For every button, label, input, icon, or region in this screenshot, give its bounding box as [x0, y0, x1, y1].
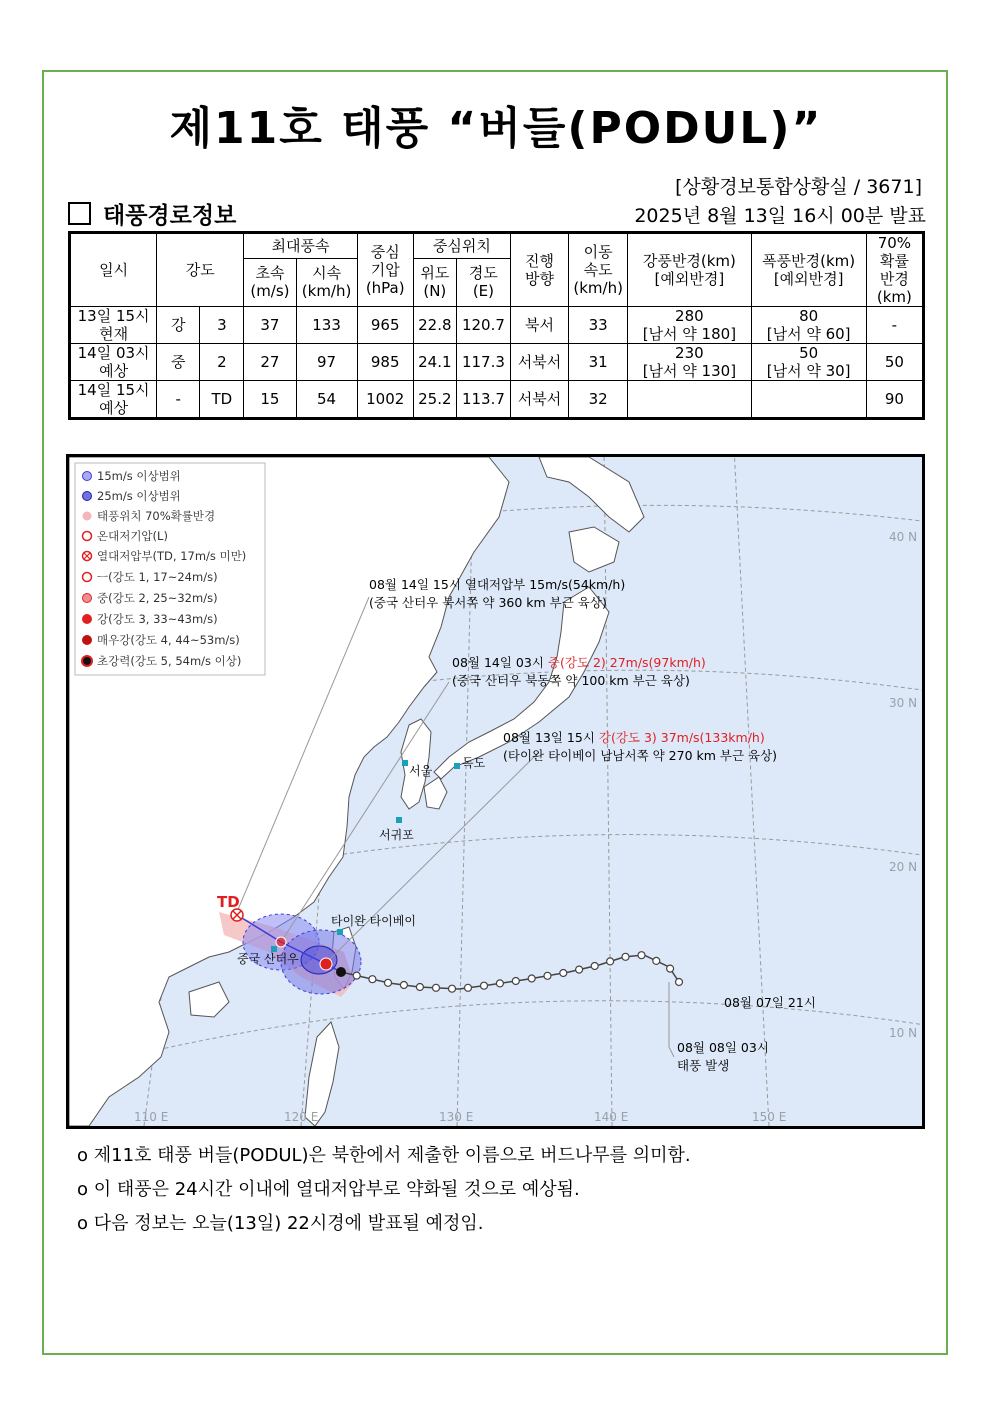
cell-hpa: 965: [357, 307, 413, 344]
cell-lat: 22.8: [413, 307, 456, 344]
table-row: [70, 381, 924, 419]
cell-dir: 서북서: [510, 344, 568, 381]
track-point-icon: [622, 953, 629, 960]
cell-kmh: 97: [296, 344, 357, 381]
cell-lat: 24.1: [413, 344, 456, 381]
lat-label: 10 N: [889, 1026, 918, 1040]
range25-icon: [83, 492, 92, 501]
lon-label: 130 E: [439, 1110, 474, 1124]
track-point-icon: [512, 978, 519, 985]
cell-lon: 117.3: [456, 344, 510, 381]
note-item: o 제11호 태풍 버들(PODUL)은 북한에서 제출한 이름으로 버드나무를 의미함.: [77, 1145, 691, 1166]
note-item: o 이 태풍은 24시간 이내에 열대저압부로 약화될 것으로 예상됨.: [77, 1179, 580, 1200]
track-point-icon: [496, 980, 503, 987]
typhoon-track-map: [66, 454, 925, 1129]
cell-kmh: 133: [296, 307, 357, 344]
typhoon-verystrong-icon: [82, 635, 92, 645]
prob-radius-icon: [83, 512, 92, 521]
header-speed: 이동 속도 (km/h): [569, 233, 628, 307]
annotation-14d15h-line2: (중국 산터우 북서쪽 약 360 km 부근 육상): [369, 595, 607, 610]
header-pressure: 중심 기압 (hPa): [357, 233, 413, 307]
legend-item: 25m/s 이상범위: [97, 489, 181, 503]
header-center: 중심위치: [413, 233, 510, 259]
checkbox-icon: [68, 202, 91, 225]
header-wind-kmh: 시속 (km/h): [296, 258, 357, 306]
track-point-icon: [353, 972, 360, 979]
cell-level: TD: [200, 381, 244, 419]
note-item: o 다음 정보는 오늘(13일) 22시경에 발표될 예정임.: [77, 1213, 484, 1234]
cell-storm: 230 [남서 약 130]: [628, 344, 751, 381]
cell-hpa: 985: [357, 344, 413, 381]
legend-item: 15m/s 이상범위: [97, 469, 181, 483]
header-lon: 경도 (E): [456, 258, 510, 306]
track-point-icon: [528, 975, 535, 982]
annotation-14d03h-line2: (중국 산터우 북동쪽 약 100 km 부근 육상): [452, 673, 690, 688]
typhoon-medium-icon: [276, 937, 286, 947]
legend-item: 매우강(강도 4, 44~53m/s): [97, 633, 240, 647]
cell-dir: 북서: [510, 307, 568, 344]
genesis-label-line2: 태풍 발생: [677, 1058, 730, 1073]
track-point-icon: [465, 984, 472, 991]
office-label: [상황경보통합상황실 / 3671]: [675, 176, 922, 198]
track-point-icon: [416, 984, 423, 991]
cell-prob: 90: [866, 381, 923, 419]
cell-time: 14일 15시 예상: [70, 381, 157, 419]
lat-label: 30 N: [889, 696, 918, 710]
lon-label: 140 E: [594, 1110, 629, 1124]
header-intensity: 강도: [157, 233, 244, 307]
track-point-icon: [638, 952, 645, 959]
lon-label: 150 E: [752, 1110, 787, 1124]
cell-prob: 50: [866, 344, 923, 381]
cell-ms: 37: [244, 307, 296, 344]
lon-label: 110 E: [134, 1110, 169, 1124]
annotation-14d15h-line1: 08월 14일 15시 열대저압부 15m/s(54km/h): [369, 577, 626, 592]
legend-item: 중(강도 2, 25~32m/s): [97, 591, 218, 605]
issue-time: 2025년 8월 13일 16시 00분 발표: [634, 205, 926, 227]
track-point-icon: [544, 972, 551, 979]
annotation-13d15h-line2: (타이완 타이베이 남남서쪽 약 270 km 부근 육상): [503, 748, 778, 763]
cell-speed: 33: [569, 307, 628, 344]
section-heading: [68, 197, 236, 230]
header-direction: 진행 방향: [510, 233, 568, 307]
cell-storm: [628, 381, 751, 419]
annotation-14d03h-line1: 08월 14일 03시 중(강도 2) 27m/s(97km/h): [452, 655, 706, 670]
legend-item: ㅡ(강도 1, 17~24m/s): [97, 570, 218, 584]
table-row: [70, 344, 924, 381]
legend-item: 초강력(강도 5, 54m/s 이상): [97, 654, 242, 668]
track-point-icon: [560, 970, 567, 977]
annotation-13d15h-line1: 08월 13일 15시 강(강도 3) 37m/s(133km/h): [503, 730, 765, 745]
header-row-1: [70, 233, 924, 259]
city-shantou: 중국 산터우: [237, 952, 299, 966]
typhoon-medium-legend-icon: [83, 594, 92, 603]
track-point-icon: [369, 976, 376, 983]
map-legend: [75, 463, 265, 675]
track-point-icon: [607, 958, 614, 965]
cell-ms: 27: [244, 344, 296, 381]
cell-dir: 서북서: [510, 381, 568, 419]
cell-speed: 32: [569, 381, 628, 419]
cell-time: 13일 15시 현재: [70, 307, 157, 344]
cell-kmh: 54: [296, 381, 357, 419]
track-point-icon: [385, 979, 392, 986]
page-title: 제11호 태풍 “버들(PODUL)”: [169, 103, 823, 154]
track-point-icon: [433, 984, 440, 991]
cell-ms: 15: [244, 381, 296, 419]
track-point-icon: [667, 965, 674, 972]
typhoon-info-table: [68, 231, 925, 420]
cell-gale: [751, 381, 866, 419]
header-storm-radius: 강풍반경(km) [예외반경]: [628, 233, 751, 307]
city-dokdo: 독도: [462, 756, 486, 770]
header-wind-ms: 초속 (m/s): [244, 258, 296, 306]
track-point-icon: [576, 966, 583, 973]
track-start-label: 08월 07일 21시: [724, 995, 816, 1010]
typhoon-super-icon: [82, 656, 92, 666]
track-point-icon: [676, 979, 683, 986]
header-lat: 위도 (N): [413, 258, 456, 306]
lon-label: 120 E: [284, 1110, 319, 1124]
track-point-icon: [481, 982, 488, 989]
cell-hpa: 1002: [357, 381, 413, 419]
city-seoul: 서울: [409, 764, 433, 778]
cell-gale: 50 [남서 약 30]: [751, 344, 866, 381]
lat-label: 40 N: [889, 530, 918, 544]
lat-label: 20 N: [889, 860, 918, 874]
cell-grade: -: [157, 381, 200, 419]
current-position-icon: [336, 967, 346, 977]
cell-speed: 31: [569, 344, 628, 381]
header-gale-radius: 폭풍반경(km) [예외반경]: [751, 233, 866, 307]
cell-time: 14일 03시 예상: [70, 344, 157, 381]
cell-lon: 120.7: [456, 307, 510, 344]
typhoon-strong-legend-icon: [82, 614, 92, 624]
cell-level: 2: [200, 344, 244, 381]
header-max-wind: 최대풍속: [244, 233, 357, 259]
typhoon-weak-icon: [83, 573, 92, 582]
td-label: TD: [217, 893, 240, 911]
genesis-label-line1: 08월 08일 03시: [677, 1040, 769, 1055]
cell-grade: 중: [157, 344, 200, 381]
header-probability: 70% 확률 반경 (km): [866, 233, 923, 307]
notes: [77, 1139, 691, 1241]
track-point-icon: [400, 982, 407, 989]
cell-gale: 80 [남서 약 60]: [751, 307, 866, 344]
city-seogwipo: 서귀포: [379, 828, 414, 842]
cell-lat: 25.2: [413, 381, 456, 419]
track-point-icon: [449, 985, 456, 992]
cell-prob: -: [866, 307, 923, 344]
legend-item: 강(강도 3, 33~43m/s): [97, 612, 218, 626]
section-title: 태풍경로정보: [103, 203, 237, 229]
cell-level: 3: [200, 307, 244, 344]
legend-item: 열대저압부(TD, 17m/s 미만): [97, 549, 247, 563]
cell-storm: 280 [남서 약 180]: [628, 307, 751, 344]
extratropical-icon: [83, 532, 92, 541]
city-taipei: 타이완 타이베이: [331, 914, 416, 928]
cell-lon: 113.7: [456, 381, 510, 419]
range15-icon: [83, 472, 92, 481]
legend-item: 온대저기압(L): [97, 529, 168, 543]
table-row: [70, 307, 924, 344]
legend-item: 태풍위치 70%확률반경: [97, 509, 216, 523]
track-point-icon: [591, 963, 598, 970]
track-point-icon: [653, 957, 660, 964]
header-datetime: 일시: [70, 233, 157, 307]
cell-grade: 강: [157, 307, 200, 344]
typhoon-strong-icon: [320, 958, 332, 970]
